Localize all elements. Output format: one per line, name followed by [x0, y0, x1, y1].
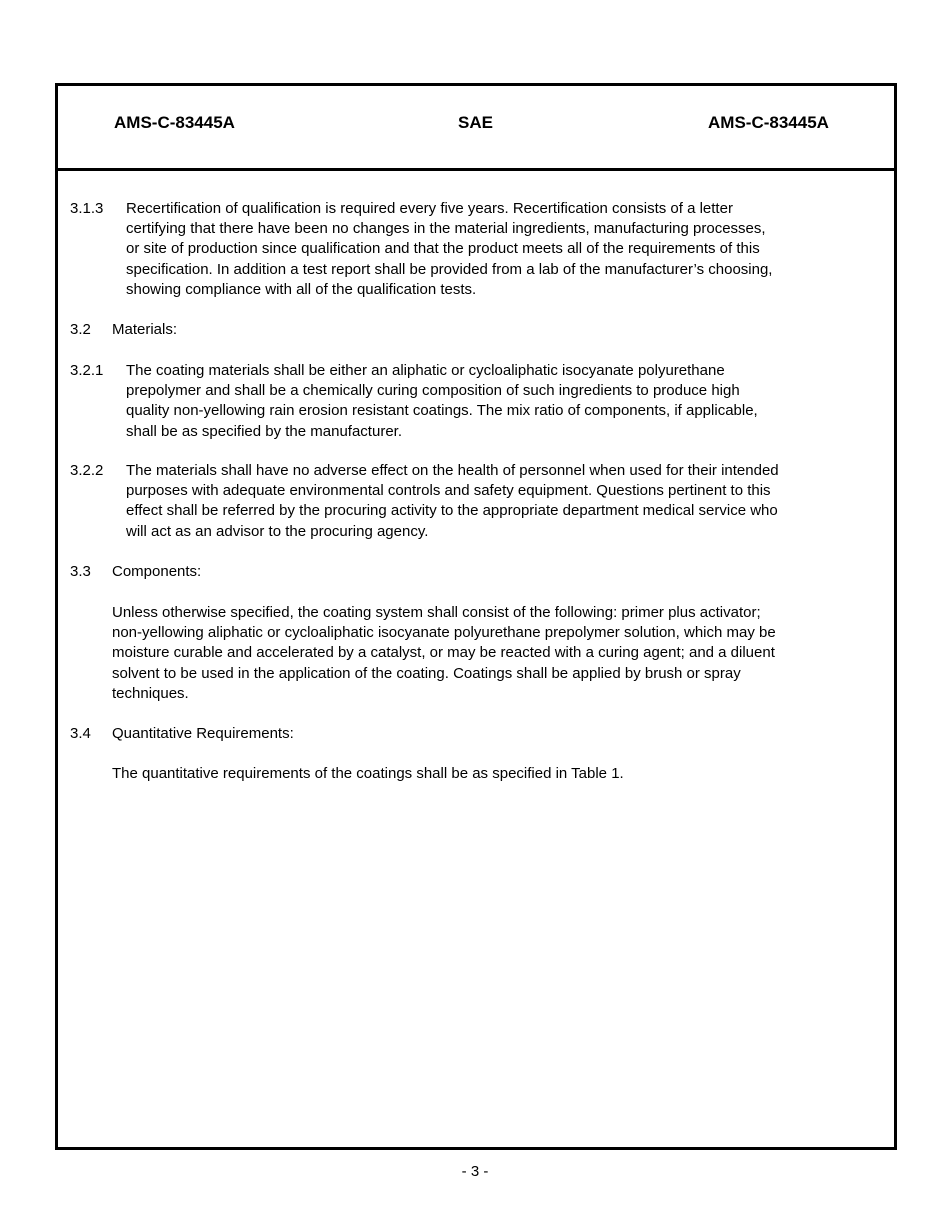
text-line: or site of production since qualification and that the product meets all of the requirements of this — [126, 240, 760, 258]
text-line: will act as an advisor to the procuring agency. — [126, 522, 429, 540]
section-text — [126, 461, 886, 542]
text-line: prepolymer and shall be a chemically curing composition of such ingredients to produce high — [126, 382, 740, 400]
text-line: Unless otherwise specified, the coating system shall consist of the following: primer plus activator; — [112, 604, 761, 621]
section-number: 3.1.3 — [70, 200, 104, 217]
header-doc-number-left: AMS-C-83445A — [114, 113, 235, 132]
text-line: techniques. — [112, 684, 189, 702]
text-line: Quantitative Requirements: — [112, 725, 294, 742]
text-line: The coating materials shall be either an aliphatic or cycloaliphatic isocyanate polyurethane — [126, 362, 725, 379]
header-org: SAE — [458, 113, 493, 132]
section-heading — [112, 320, 177, 340]
text-line: specification. In addition a test report shall be provided from a lab of the manufacturer’s choosing, — [126, 260, 773, 278]
section-number: 3.2.2 — [70, 462, 104, 479]
section-number: 3.4 — [70, 725, 91, 742]
text-line: purposes with adequate environmental controls and safety equipment. Questions pertinent to this — [126, 482, 771, 500]
page-number: - 3 - — [461, 1163, 489, 1180]
section-text — [126, 361, 886, 442]
text-line: certifying that there have been no changes in the material ingredients, manufacturing processes, — [126, 220, 766, 238]
text-line: Components: — [112, 563, 202, 580]
text-line: The materials shall have no adverse effect on the health of personnel when used for their intended — [126, 462, 779, 479]
text-line: solvent to be used in the application of the coating. Coatings shall be applied by brush or spray — [112, 664, 741, 682]
header-doc-number-right: AMS-C-83445A — [708, 113, 829, 132]
text-line: non-yellowing aliphatic or cycloaliphatic isocyanate polyurethane prepolymer solution, which may be — [112, 624, 776, 642]
text-line: showing compliance with all of the qualification tests. — [126, 280, 477, 298]
text-line: quality non-yellowing rain erosion resistant coatings. The mix ratio of components, if applicable, — [126, 402, 758, 420]
section-text — [126, 199, 886, 300]
section-number: 3.2 — [70, 321, 91, 338]
text-line: shall be as specified by the manufacturer. — [126, 422, 402, 440]
text-line: Materials: — [112, 321, 178, 338]
section-heading — [112, 724, 294, 744]
document-header — [58, 86, 894, 171]
text-line: moisture curable and accelerated by a catalyst, or may be reacted with a curing agent; and a diluent — [112, 644, 775, 662]
section-text — [112, 603, 872, 704]
text-line: The quantitative requirements of the coatings shall be as specified in Table 1. — [112, 765, 624, 782]
text-line: effect shall be referred by the procuring activity to the appropriate department medical service who — [126, 502, 778, 520]
section-number: 3.3 — [70, 563, 91, 580]
text-line: Recertification of qualification is required every five years. Recertification consists of a letter — [126, 200, 733, 217]
section-text — [112, 764, 624, 784]
section-number: 3.2.1 — [70, 362, 104, 379]
section-heading — [112, 562, 201, 582]
